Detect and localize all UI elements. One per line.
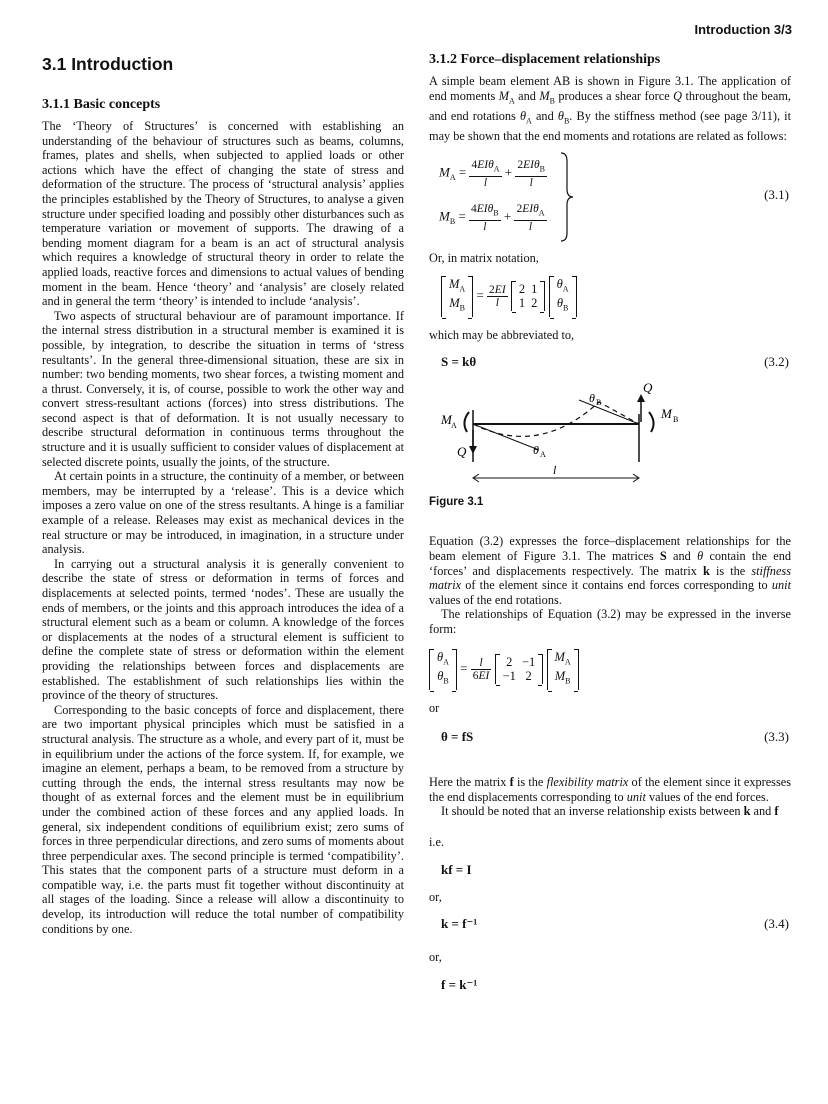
rotation-label-b: θ: [589, 391, 595, 406]
equation-number: (3.1): [764, 187, 789, 203]
figure-caption: Figure 3.1: [429, 496, 484, 509]
shear-label-left: Q: [457, 444, 467, 460]
equation-number: (3.2): [764, 354, 789, 370]
svg-text:A: A: [451, 421, 457, 431]
equation-kf: kf = I: [441, 861, 472, 877]
moment-label-a: M: [441, 412, 452, 428]
right-column: [429, 50, 791, 993]
matrix-intro: Or, in matrix notation,: [429, 251, 539, 266]
shear-label-right: Q: [643, 382, 653, 396]
or-text: or,: [429, 950, 442, 965]
paragraph: In carrying out a structural analysis it is generally convenient to describe the state of stress or deformation in terms of forces and displacements at selected points, termed ‘nodes’. These are usually the ends of members, or the joints and this approach introduces the idea of a structural element such as a beam or column. A knowledge of the forces or displacements at the nodes of a structural element is sufficient to define the complete state of stress or deformation within the element providing the relationships between forces and displacements are established. The establishment of such relationships lies within the province of the theory of structures.: [42, 556, 404, 703]
length-label: l: [553, 463, 557, 478]
inverse-note: It should be noted that an inverse relationship exists between k and f: [441, 804, 779, 819]
inverse-matrix-equation: $\theta_A$ $\theta_B$ = $\frac{l}{6EI}$ 2 −1 −1 2 $M_A$ $M_B$: [429, 649, 791, 689]
flexibility-paragraph: Here the matrix f is the flexibility matrix of the element since it expresses the end displacements corresponding to unit values of the end forces.: [429, 775, 791, 804]
paragraph-after-figure: Equation (3.2) expresses the force–displacement relationships for the beam element of Figure 3.1. The matrices S and θ contain the end ‘forces’ and displacements respectively. The matrix k is the stiffness matrix of the element since it contains end forces corresponding to unit values of the end rotations.: [429, 534, 791, 607]
inverse-intro: The relationships of Equation (3.2) may be expressed in the inverse form:: [429, 607, 791, 637]
abbrev-intro: which may be abbreviated to,: [429, 327, 575, 342]
paragraph: At certain points in a structure, the continuity of a member, or between members, may be interrupted by a ‘release’. This is a device which imposes a zero value on one of the stress resultants. A hinge is a familiar example of a release. Releases may exist as mechanical devices in the real structure or may be introduced, in imagination, in a structure under analysis.: [42, 469, 404, 557]
section-title: 3.1 Introduction: [42, 54, 174, 74]
running-header: Introduction 3/3: [694, 22, 792, 37]
figure-3-1: [429, 382, 791, 492]
equation-3-3: θ = fS (3.3): [441, 729, 789, 745]
paragraph-intro: A simple beam element AB is shown in Figure 3.1. The application of end moments $M_A$ and $M_B$ produces a shear force Q throughout the beam, and end rotations $\theta_A$ and $\theta_B$. By the stiffness method (see page 3/11), it may be shown that the end moments and rotations are related as follows:: [429, 74, 792, 143]
svg-text:B: B: [673, 415, 679, 425]
rotation-label-a: θ: [533, 443, 539, 458]
ie-text: i.e.: [429, 835, 445, 849]
paragraph: Two aspects of structural behaviour are of paramount importance. If the internal stress distribution in a structural member is examined it is possible, by integration, to describe the situation in terms of ‘stress resultants’. In the general three-dimensional situation, these are six in number: two bending moments, two shear forces, a twisting moment and a thrust. Conversely, it is, of course, possible to work the other way and convert stress-resultant actions (forces) into stress distributions. The second aspect is that of deformation. It is not usually necessary to describe structural deformation in continuous terms throughout the structure and it is usually sufficient to consider values of displacement at selected discrete points, usually the joints, of the structure.: [42, 308, 404, 469]
moment-label-b: M: [661, 406, 672, 422]
left-column: [42, 50, 404, 936]
equation-3-1: $M_A$ = $\frac{4EI\theta_A}{l}$ + $\frac{2EI\theta_B}{l}$ $M_B$ = $\frac{4EI\theta_B}{l}$ + $\frac{2EI\theta_A}{l}$ (3.1): [429, 151, 791, 243]
or-text: or: [429, 700, 440, 715]
equation-number: (3.4): [764, 916, 789, 932]
equation-3-2: S = kθ (3.2): [441, 354, 789, 370]
subsection-title-force-displacement: 3.1.2 Force–displacement relationships: [429, 52, 661, 67]
equation-number: (3.3): [764, 729, 789, 745]
or-text: or,: [429, 889, 442, 904]
subsection-title-basic-concepts: 3.1.1 Basic concepts: [42, 97, 161, 112]
beam-diagram: [429, 382, 689, 492]
brace-icon: [559, 151, 575, 243]
paragraph: The ‘Theory of Structures’ is concerned with establishing an understanding of the behaviour of structures such as beams, columns, frames, plates and shells, when subjected to applied loads or other actions which have the effect of changing the state of stress and deformation of the structure. The process of ‘structural analysis’ applies the principles established by the Theory of Structures, to analyse a given structure under specified loading and possibly other disturbances such as temperature variation or movement of supports. The drawing of a bending moment diagram for a beam is an act of structural analysis which requires a knowledge of structural theory in order to relate the applied loads, reactive forces and dimensions to actual values of bending moment in the beam. Hence ‘theory’ and ‘analysis’ are closely related and in general the term ‘theory’ is intended to include ‘analysis’.: [42, 119, 404, 309]
equation-f-inverse: f = k⁻¹: [441, 976, 478, 992]
matrix-equation: $M_A$ $M_B$ = $\frac{2EI}{l}$ 2 1 1 2 $\theta_A$ $\theta_B$: [441, 276, 791, 316]
svg-text:A: A: [540, 450, 546, 460]
paragraph: Corresponding to the basic concepts of force and displacement, there are two important physical principles which must be satisfied in a structural analysis. The structure as a whole, and every part of it, must be in equilibrium under the actions of the force system. If, for example, we imagine an element, perhaps a beam, to be removed from a structure by cutting through the ends, the internal stress resultants may now be thought of as external forces and the element must be in equilibrium under the combined action of these forces and any applied loads. In general, six independent conditions of equilibrium exist; zero sums of forces in three perpendicular directions, and zero sums of moments about three perpendicular axes. The second principle is termed ‘compatibility’. This states that the component parts of a structure must deform in a compatible way, i.e. the parts must fit together without discontinuity at all stages of the loading. Since a release will allow a discontinuity to develop, its introduction will reduce the total number of compatibility conditions by one.: [42, 702, 404, 936]
svg-text:B: B: [596, 398, 602, 408]
equation-3-4: k = f⁻¹ (3.4): [441, 916, 789, 932]
